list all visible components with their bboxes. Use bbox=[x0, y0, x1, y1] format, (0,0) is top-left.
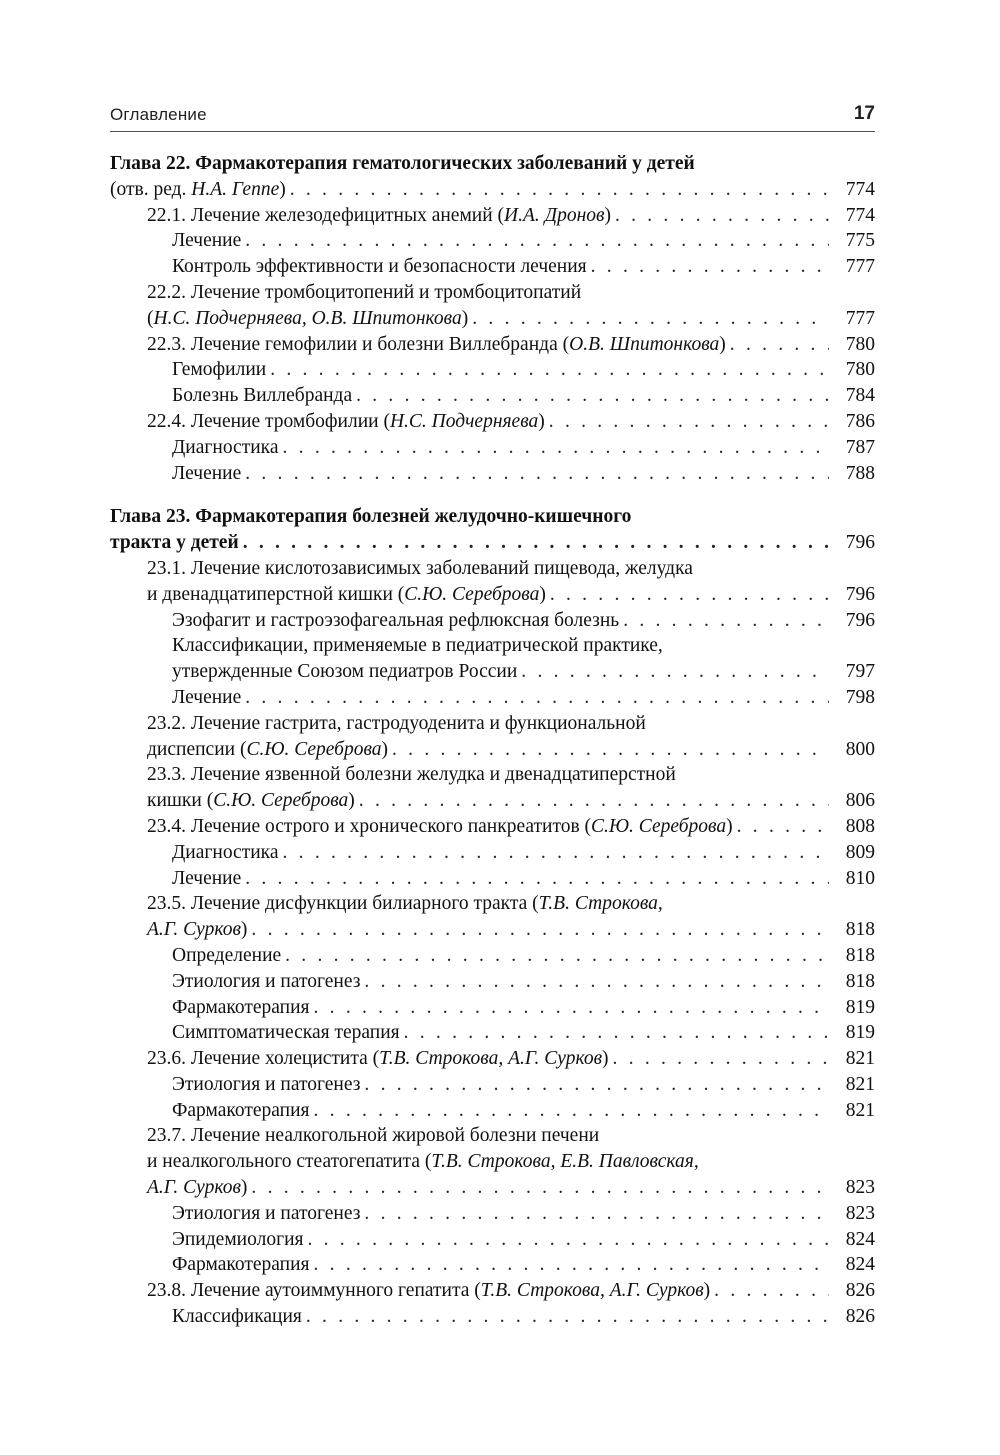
toc-entry-text-tail: ) bbox=[604, 204, 611, 226]
dot-leader bbox=[290, 177, 829, 203]
toc-entry bbox=[110, 1098, 875, 1124]
toc-entry-title bbox=[147, 1151, 699, 1172]
toc-entry-title bbox=[172, 995, 310, 1021]
toc-entry-text: Этиология и патогенез bbox=[172, 1073, 361, 1095]
toc-entry bbox=[110, 995, 875, 1021]
toc-entry-title bbox=[172, 254, 587, 280]
toc-entry-text: 23.5. Лечение дисфункции билиарного тракта ( bbox=[147, 893, 539, 915]
toc-entry bbox=[110, 685, 875, 711]
toc-entry bbox=[110, 1252, 875, 1278]
running-header bbox=[110, 103, 875, 127]
toc-page-number: 787 bbox=[845, 436, 875, 458]
toc-entry-text: тракта у детей bbox=[110, 532, 239, 554]
toc-entry-title bbox=[172, 228, 241, 254]
toc-entry-title bbox=[147, 332, 726, 358]
toc-entry-title bbox=[147, 1046, 609, 1072]
toc-entry-title bbox=[172, 1020, 400, 1046]
toc-entry-authors: Т.В. Строкова, А.Г. Сурков bbox=[480, 1280, 704, 1302]
toc-page-number: 818 bbox=[845, 944, 875, 966]
toc-entry-title bbox=[147, 306, 468, 332]
toc-entry-text: Фармакотерапия bbox=[172, 1099, 310, 1121]
toc-chapter-line bbox=[110, 530, 875, 556]
toc-entry-text: 22.2. Лечение тромбоцитопений и тромбоцитопатий bbox=[147, 281, 582, 303]
toc-entry bbox=[110, 762, 875, 788]
toc-entry-text: Классификации, применяемые в педиатрической практике, bbox=[172, 635, 663, 657]
toc-entry-title bbox=[147, 282, 581, 303]
toc-entry-title bbox=[172, 659, 517, 685]
toc-page-number: 818 bbox=[845, 970, 875, 992]
toc-entry bbox=[110, 1020, 875, 1046]
toc-entry-text: 23.8. Лечение аутоиммунного гепатита ( bbox=[147, 1280, 481, 1302]
dot-leader bbox=[714, 1278, 829, 1304]
toc-entry-text: диспепсии ( bbox=[147, 738, 247, 760]
toc-entry-title bbox=[172, 1072, 360, 1098]
toc-entry-text-tail: ) bbox=[348, 790, 355, 812]
dot-leader bbox=[285, 943, 829, 969]
toc-entry-title bbox=[147, 788, 355, 814]
toc-page-number: 821 bbox=[845, 1099, 875, 1121]
dot-leader bbox=[404, 1020, 829, 1046]
dot-leader bbox=[364, 969, 829, 995]
toc-page-number: 808 bbox=[845, 815, 875, 837]
toc-entry-text: Диагностика bbox=[172, 841, 279, 863]
toc-page-number: 826 bbox=[845, 1306, 875, 1328]
toc-entry-title bbox=[147, 917, 247, 943]
toc-entry-title bbox=[172, 969, 360, 995]
toc-entry-authors: С.Ю. Сереброва bbox=[404, 583, 540, 605]
toc-entry-title bbox=[172, 357, 266, 383]
toc-entry-title bbox=[147, 203, 611, 229]
toc-entry-authors: Т.В. Строкова, Е.В. Павловская, bbox=[431, 1151, 699, 1173]
toc-page-number: 818 bbox=[845, 919, 875, 941]
toc-chapter-line bbox=[110, 151, 875, 177]
toc-entry-authors: С.Ю. Сереброва bbox=[213, 790, 349, 812]
toc-entry bbox=[110, 1304, 875, 1330]
toc-entry-authors: И.А. Дронов bbox=[504, 204, 605, 226]
toc-entry-title bbox=[147, 1278, 710, 1304]
toc-entry bbox=[110, 711, 875, 737]
toc-entry-title bbox=[147, 1125, 599, 1146]
toc-entry-text: и неалкогольного стеатогепатита ( bbox=[147, 1151, 432, 1173]
dot-leader bbox=[549, 409, 829, 435]
toc-entry bbox=[110, 840, 875, 866]
toc-entry-authors: А.Г. Сурков bbox=[147, 1177, 241, 1199]
dot-leader bbox=[613, 1046, 829, 1072]
toc-entry-text: Лечение bbox=[172, 462, 242, 484]
toc-page-number: 819 bbox=[845, 1022, 875, 1044]
toc-entry bbox=[110, 1278, 875, 1304]
toc-entry-text: 23.4. Лечение острого и хронического панкреатитов ( bbox=[147, 815, 592, 837]
toc-entry-title bbox=[172, 943, 281, 969]
toc-entry bbox=[110, 556, 875, 582]
dot-leader bbox=[623, 608, 829, 634]
toc-entry-authors: О.В. Шпитонкова bbox=[569, 333, 720, 355]
dot-leader bbox=[245, 461, 829, 487]
toc-entry-authors: С.Ю. Сереброва bbox=[591, 815, 727, 837]
toc-entry-text: (отв. ред. bbox=[110, 178, 192, 200]
toc-entry-title bbox=[172, 608, 619, 634]
toc-entry-text: Классификация bbox=[172, 1306, 302, 1328]
dot-leader bbox=[283, 435, 829, 461]
toc-page-number: 777 bbox=[845, 307, 875, 329]
toc-entry-text: ( bbox=[147, 307, 154, 329]
toc-page-number: 797 bbox=[845, 661, 875, 683]
toc-entry-title bbox=[172, 435, 279, 461]
toc-entry bbox=[110, 1123, 875, 1149]
toc-entry bbox=[110, 332, 875, 358]
toc-entry-authors: Т.В. Строкова, А.Г. Сурков bbox=[379, 1048, 603, 1070]
toc-entry-text-tail: ) bbox=[538, 410, 545, 432]
toc-entry bbox=[110, 306, 875, 332]
toc-entry bbox=[110, 1149, 875, 1175]
toc-entry-title bbox=[172, 866, 241, 892]
toc-entry bbox=[110, 1175, 875, 1201]
toc-entry-text-tail: ) bbox=[381, 738, 389, 760]
toc-entry-text: 23.1. Лечение кислотозависимых заболеваний пищевода, желудка bbox=[147, 557, 693, 579]
toc-entry-text: 22.3. Лечение гемофилии и болезни Виллебранда ( bbox=[147, 333, 570, 355]
toc-entry-text-tail: ) bbox=[703, 1280, 711, 1302]
toc-page-number: 774 bbox=[845, 178, 875, 200]
toc-entry bbox=[110, 969, 875, 995]
toc-page-number: 810 bbox=[845, 867, 875, 889]
toc-entry-title bbox=[110, 506, 631, 527]
toc-entry bbox=[110, 582, 875, 608]
toc-page-number: 777 bbox=[845, 256, 875, 278]
toc-entry-text-tail: ) bbox=[726, 815, 733, 837]
toc-entry bbox=[110, 203, 875, 229]
toc-entry bbox=[110, 254, 875, 280]
dot-leader bbox=[251, 917, 829, 943]
toc-entry-title bbox=[110, 153, 695, 174]
page-number: 17 bbox=[853, 103, 875, 124]
toc-entry-text: Контроль эффективности и безопасности лечения bbox=[172, 256, 587, 278]
toc-entry-text: 22.4. Лечение тромбофилии ( bbox=[147, 410, 390, 432]
toc-page-number: 823 bbox=[845, 1202, 875, 1224]
dot-leader bbox=[356, 383, 829, 409]
toc-page-number: 823 bbox=[845, 1177, 875, 1199]
toc-entry-title bbox=[172, 1252, 310, 1278]
toc-entry-text: Лечение bbox=[172, 867, 242, 889]
toc-entry-authors: Н.А. Геппе bbox=[191, 178, 280, 200]
toc-entry-authors: Н.С. Подчерняева bbox=[389, 410, 539, 432]
toc-entry-title bbox=[147, 713, 646, 734]
toc-entry bbox=[110, 357, 875, 383]
dot-leader bbox=[251, 1175, 829, 1201]
toc-entry-text: Глава 22. Фармакотерапия гематологических заболеваний у детей bbox=[110, 153, 695, 174]
toc-entry-text: Определение bbox=[172, 944, 282, 966]
dot-leader bbox=[243, 530, 829, 556]
toc-entry bbox=[110, 280, 875, 306]
toc-entry-text-tail: ) bbox=[279, 178, 286, 200]
toc-entry-title bbox=[172, 1201, 360, 1227]
toc-entry-text: Болезнь Виллебранда bbox=[172, 385, 353, 407]
toc-page-number: 800 bbox=[845, 738, 875, 760]
toc-entry-text: Этиология и патогенез bbox=[172, 970, 361, 992]
dot-leader bbox=[283, 840, 829, 866]
toc-entry bbox=[110, 1227, 875, 1253]
toc-entry-text: Лечение bbox=[172, 230, 242, 252]
dot-leader bbox=[314, 1252, 829, 1278]
dot-leader bbox=[730, 332, 829, 358]
dot-leader bbox=[306, 1304, 829, 1330]
toc-entry-text: Симптоматическая терапия bbox=[172, 1022, 400, 1044]
toc-entry bbox=[110, 409, 875, 435]
toc-page-number: 796 bbox=[845, 609, 875, 631]
toc-entry-text-tail: ) bbox=[461, 307, 469, 329]
toc-entry bbox=[110, 1201, 875, 1227]
toc-entry-text: 23.3. Лечение язвенной болезни желудка и двенадцатиперстной bbox=[147, 764, 676, 786]
toc-entry bbox=[110, 228, 875, 254]
toc-entry-title bbox=[172, 1227, 303, 1253]
toc-page-number: 821 bbox=[845, 1048, 875, 1070]
toc-page-number: 786 bbox=[845, 410, 875, 432]
toc-page-number: 774 bbox=[845, 204, 875, 226]
toc-entry bbox=[110, 788, 875, 814]
toc-entry bbox=[110, 461, 875, 487]
toc-entry-text: Глава 23. Фармакотерапия болезней желудочно-кишечного bbox=[110, 506, 632, 528]
dot-leader bbox=[364, 1201, 829, 1227]
toc-entry-title bbox=[147, 1175, 247, 1201]
toc-entry-title bbox=[172, 635, 663, 656]
dot-leader bbox=[521, 659, 829, 685]
toc-page-number: 821 bbox=[845, 1073, 875, 1095]
dot-leader bbox=[245, 685, 829, 711]
dot-leader bbox=[245, 228, 829, 254]
toc-entry bbox=[110, 435, 875, 461]
toc-page-number: 824 bbox=[845, 1254, 875, 1276]
dot-leader bbox=[359, 788, 829, 814]
toc-entry-text: 23.2. Лечение гастрита, гастродуоденита и функциональной bbox=[147, 712, 646, 734]
toc-entry-text: кишки ( bbox=[147, 790, 214, 812]
toc-entry-authors: А.Г. Сурков bbox=[147, 919, 241, 941]
table-of-contents bbox=[110, 151, 875, 1330]
toc-entry-title bbox=[172, 840, 279, 866]
dot-leader bbox=[270, 357, 829, 383]
dot-leader bbox=[472, 306, 829, 332]
toc-entry-title bbox=[147, 582, 546, 608]
dot-leader bbox=[392, 737, 829, 763]
toc-entry-text: Эпидемиология bbox=[172, 1228, 304, 1250]
toc-page-number: 775 bbox=[845, 230, 875, 252]
toc-entry bbox=[110, 1072, 875, 1098]
toc-entry-title bbox=[110, 177, 286, 203]
toc-page-number: 798 bbox=[845, 686, 875, 708]
toc-entry-text: 23.7. Лечение неалкогольной жировой болезни печени bbox=[147, 1125, 600, 1147]
toc-entry-text-tail: ) bbox=[539, 583, 546, 605]
toc-entry bbox=[110, 866, 875, 892]
dot-leader bbox=[314, 1098, 829, 1124]
toc-entry-title bbox=[147, 558, 693, 579]
toc-entry-text-tail: ) bbox=[719, 333, 726, 355]
toc-page-number: 824 bbox=[845, 1228, 875, 1250]
toc-entry-text: Этиология и патогенез bbox=[172, 1202, 361, 1224]
toc-entry-title bbox=[172, 383, 352, 409]
toc-entry bbox=[110, 633, 875, 659]
toc-entry-title bbox=[147, 737, 388, 763]
toc-entry-text: Гемофилии bbox=[172, 359, 267, 381]
toc-entry-title bbox=[172, 1304, 302, 1330]
dot-leader bbox=[314, 995, 829, 1021]
toc-page-number: 780 bbox=[845, 333, 875, 355]
toc-entry bbox=[110, 814, 875, 840]
toc-page-number: 780 bbox=[845, 359, 875, 381]
toc-entry-text: Фармакотерапия bbox=[172, 1254, 310, 1276]
toc-entry-title bbox=[172, 461, 241, 487]
toc-entry bbox=[110, 177, 875, 203]
toc-entry-title bbox=[110, 530, 239, 556]
toc-entry bbox=[110, 737, 875, 763]
toc-entry-text-tail: ) bbox=[240, 919, 248, 941]
dot-leader bbox=[245, 866, 829, 892]
toc-page-number: 796 bbox=[845, 583, 875, 605]
dot-leader bbox=[737, 814, 829, 840]
toc-page-number: 788 bbox=[845, 462, 875, 484]
toc-entry-text: 23.6. Лечение холецистита ( bbox=[147, 1048, 380, 1070]
toc-entry-text: Лечение bbox=[172, 686, 242, 708]
toc-entry-title bbox=[147, 893, 663, 914]
toc-entry-title bbox=[172, 1098, 310, 1124]
running-header-title: Оглавление bbox=[110, 105, 207, 124]
toc-entry-text: Эзофагит и гастроэзофагеальная рефлюксная болезнь bbox=[172, 609, 620, 631]
toc-entry-title bbox=[147, 409, 545, 435]
toc-entry-title bbox=[172, 685, 241, 711]
toc-entry-text-tail: ) bbox=[602, 1048, 609, 1070]
toc-page-number: 796 bbox=[845, 532, 875, 554]
header-divider bbox=[110, 131, 875, 132]
toc-entry-text: 22.1. Лечение железодефицитных анемий ( bbox=[147, 204, 505, 226]
toc-entry-authors: Т.В. Строкова, bbox=[538, 893, 663, 915]
dot-leader bbox=[591, 254, 829, 280]
toc-entry-title bbox=[147, 764, 676, 785]
toc-entry-text: и двенадцатиперстной кишки ( bbox=[147, 583, 405, 605]
toc-entry-authors: С.Ю. Сереброва bbox=[246, 738, 382, 760]
toc-entry-text: Диагностика bbox=[172, 436, 279, 458]
toc-entry bbox=[110, 383, 875, 409]
toc-entry bbox=[110, 1046, 875, 1072]
dot-leader bbox=[364, 1072, 829, 1098]
dot-leader bbox=[307, 1227, 829, 1253]
toc-entry bbox=[110, 917, 875, 943]
toc-page-number: 819 bbox=[845, 996, 875, 1018]
dot-leader bbox=[550, 582, 829, 608]
toc-entry bbox=[110, 659, 875, 685]
toc-page-number: 806 bbox=[845, 790, 875, 812]
toc-entry bbox=[110, 891, 875, 917]
toc-entry-text: Фармакотерапия bbox=[172, 996, 310, 1018]
toc-entry bbox=[110, 608, 875, 634]
toc-entry-text: утвержденные Союзом педиатров России bbox=[172, 661, 518, 683]
toc-page-number: 826 bbox=[845, 1280, 875, 1302]
toc-chapter-line bbox=[110, 504, 875, 530]
toc-entry bbox=[110, 943, 875, 969]
toc-entry-title bbox=[147, 814, 733, 840]
toc-entry-authors: Н.С. Подчерняева, О.В. Шпитонкова bbox=[153, 307, 462, 329]
dot-leader bbox=[615, 203, 829, 229]
toc-page-number: 809 bbox=[845, 841, 875, 863]
toc-entry-text-tail: ) bbox=[240, 1177, 248, 1199]
toc-page-number: 784 bbox=[845, 385, 875, 407]
